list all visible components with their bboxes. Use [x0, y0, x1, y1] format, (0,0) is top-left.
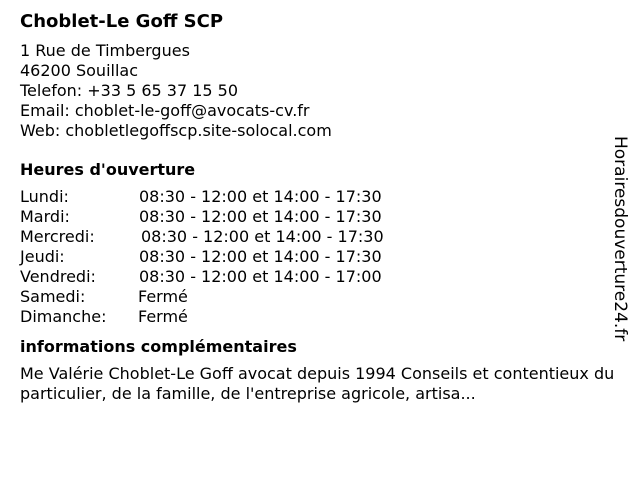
site-watermark [598, 136, 640, 348]
business-card [20, 9, 620, 404]
hours-day: Dimanche: [20, 307, 107, 326]
hours-time: Fermé [138, 307, 188, 326]
hours-day: Samedi: [20, 287, 86, 306]
hours-row-wednesday [20, 227, 620, 247]
business-name: Choblet-Le Goff SCP [20, 11, 224, 32]
hours-row-thursday [20, 247, 620, 267]
hours-row-tuesday [20, 207, 620, 227]
hours-time: 08:30 - 12:00 et 14:00 - 17:30 [139, 207, 382, 226]
hours-time: Fermé [138, 287, 188, 306]
hours-day: Lundi: [20, 187, 69, 206]
hours-row-saturday [20, 287, 620, 307]
opening-hours-table [20, 187, 620, 327]
address-line-2: 46200 Souillac [20, 61, 139, 80]
hours-row-monday [20, 187, 620, 207]
watermark-text: Horairesdouverture24.fr [610, 136, 630, 342]
email-line: Email: choblet-le-goff@avocats-cv.fr [20, 101, 310, 120]
hours-day: Jeudi: [20, 247, 65, 266]
hours-time: 08:30 - 12:00 et 14:00 - 17:00 [139, 267, 382, 286]
hours-day: Vendredi: [20, 267, 96, 286]
opening-hours-heading: Heures d'ouverture [20, 160, 196, 179]
hours-row-friday [20, 267, 620, 287]
additional-info-heading: informations complémentaires [20, 337, 297, 356]
hours-time: 08:30 - 12:00 et 14:00 - 17:30 [139, 247, 382, 266]
phone-line: Telefon: +33 5 65 37 15 50 [20, 81, 239, 100]
hours-day: Mercredi: [20, 227, 95, 246]
hours-day: Mardi: [20, 207, 70, 226]
hours-row-sunday [20, 307, 620, 327]
address-line-1: 1 Rue de Timbergues [20, 41, 190, 60]
web-line: Web: chobletlegoffscp.site-solocal.com [20, 121, 332, 140]
additional-info-text: Me Valérie Choblet-Le Goff avocat depuis 1994 Conseils et contentieux du particulier, de la famille, de l'entreprise agricole, artisa... [20, 364, 615, 403]
hours-time: 08:30 - 12:00 et 14:00 - 17:30 [139, 187, 382, 206]
hours-time: 08:30 - 12:00 et 14:00 - 17:30 [141, 227, 384, 246]
